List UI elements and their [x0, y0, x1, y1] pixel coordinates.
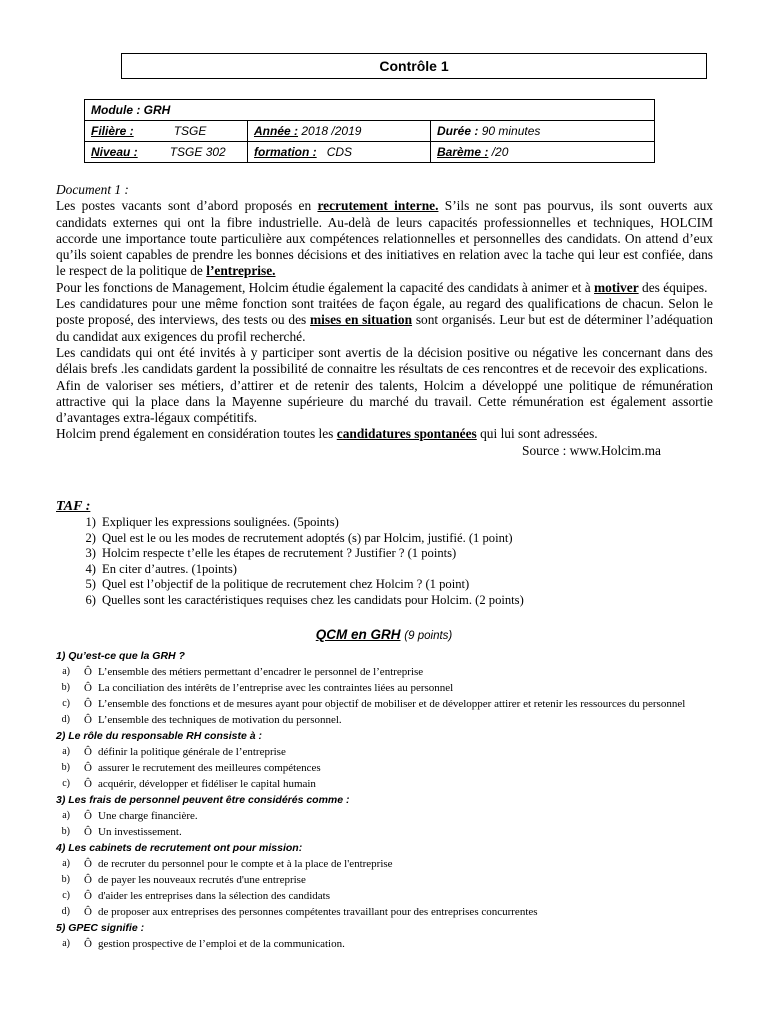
filiere-cell: Filière : TSGE [85, 121, 248, 142]
module-cell: Module : GRH [85, 100, 655, 121]
checkbox-icon[interactable]: Ô [84, 762, 92, 774]
list-item: 6) Quelles sont les caractéristiques requises chez les candidats pour Holcim. (2 points) [85, 592, 524, 607]
bareme-cell: Barème : /20 [431, 142, 655, 163]
checkbox-icon[interactable]: Ô [84, 746, 92, 758]
checkbox-icon[interactable]: Ô [84, 874, 92, 886]
keyword-mises-en-situation: mises en situation [310, 312, 413, 328]
option-row[interactable]: a) Ô définir la politique générale de l’entreprise [62, 746, 286, 758]
checkbox-icon[interactable]: Ô [84, 698, 92, 710]
option-row[interactable]: a) Ô gestion prospective de l’emploi et de la communication. [62, 938, 345, 950]
page-title: Contrôle 1 [121, 53, 707, 79]
annee-cell: Année : 2018 /2019 [248, 121, 431, 142]
paragraph-2: Pour les fonctions de Management, Holcim étudie également la capacité des candidats à animer et à motiver des équipes. [56, 279, 708, 295]
document-heading: Document 1 : [56, 182, 129, 197]
option-row[interactable]: a) Ô Une charge financière. [62, 810, 198, 822]
paragraph-6: Holcim prend également en considération toutes les candidatures spontanées qui lui sont adressées. [56, 426, 598, 442]
source-line: Source : www.Holcim.ma [522, 442, 661, 458]
option-row[interactable]: a) Ô L’ensemble des métiers permettant d’encadrer le personnel de l’entreprise [62, 666, 424, 678]
paragraph-5: Afin de valoriser ses métiers, d’attirer et de retenir des talents, Holcim a développé une politique de rémunération attractive qui la place dans la Mayenne supérieure du marché du travail. Cette rémunération est également assortie d’avantages extra-légaux compétitifs. [56, 377, 713, 426]
option-row[interactable]: c) Ô d'aider les entreprises dans la sélection des candidats [62, 890, 330, 902]
list-item: 1) Expliquer les expressions soulignées. (5points) [85, 515, 339, 529]
option-row[interactable]: b) Ô de payer les nouveaux recrutés d'une entreprise [61, 874, 306, 886]
list-item: 5) Quel est l’objectif de la politique de recrutement chez Holcim ? (1 point) [85, 577, 470, 592]
checkbox-icon[interactable]: Ô [84, 810, 92, 822]
checkbox-icon[interactable]: Ô [84, 714, 92, 726]
checkbox-icon[interactable]: Ô [84, 666, 92, 678]
qcm-section [56, 648, 716, 952]
niveau-cell: Niveau : TSGE 302 [85, 142, 248, 163]
paragraph-3: Les candidatures pour une même fonction sont traitées de façon égale, au regard des qualifications de chacun. Selon le poste proposé, des interviews, des tests ou des mises en situation sont organisés. Leur but est de déterminer l’adéquation du candidat aux exigences du profil recherché. [56, 296, 714, 344]
checkbox-icon[interactable]: Ô [84, 906, 92, 918]
paragraph-1: Les postes vacants sont d’abord proposés en recrutement interne. S’ils ne sont pas pourvus, ils sont ouverts aux candidats externes qui ont la fibre industrielle. Au-delà de leurs capacités professionnelles et techniques, HOLCIM accorde une importance toute particulière aux compétences relationnelles et personnelles des candidats. On attend d’eux qu’ils soient capables de prendre les bonnes décisions et des initiatives en relation avec la tache qui leur est confiée, dans le respect de la politique de l’entreprise. [56, 198, 713, 279]
option-row[interactable]: d) Ô L’ensemble des techniques de motivation du personnel. [61, 714, 342, 726]
option-row[interactable]: d) Ô de proposer aux entreprises des personnes compétentes travaillant pour des entreprises concurrentes [61, 906, 538, 918]
checkbox-icon[interactable]: Ô [84, 858, 92, 870]
formation-cell: formation : CDS [248, 142, 431, 163]
question-5: 5) GPEC signifie : [56, 922, 145, 934]
document-text [56, 182, 713, 459]
checkbox-icon[interactable]: Ô [84, 682, 92, 694]
checkbox-icon[interactable]: Ô [84, 826, 92, 838]
list-item: 3) Holcim respecte t’elle les étapes de recrutement ? Justifier ? (1 points) [85, 546, 457, 561]
checkbox-icon[interactable]: Ô [84, 778, 92, 790]
option-row[interactable]: b) Ô La conciliation des intérêts de l’entreprise avec les contraintes liées au personnel [61, 682, 454, 694]
checkbox-icon[interactable]: Ô [84, 890, 92, 902]
list-item: 2) Quel est le ou les modes de recrutement adoptés (s) par Holcim, justifié. (1 point) [85, 530, 513, 545]
checkbox-icon[interactable]: Ô [84, 938, 92, 950]
info-table [84, 99, 655, 163]
keyword-candidatures-spontanees: candidatures spontanées [336, 426, 477, 442]
question-2: 2) Le rôle du responsable RH consiste à : [56, 730, 262, 742]
option-row[interactable]: c) Ô L’ensemble des fonctions et de mesures ayant pour objectif de mobiliser et de développer attirer et retenir les ressources du personnel [62, 698, 686, 710]
paragraph-4: Les candidats qui ont été invités à y participer sont avertis de la décision positive ou négative les concernant dans des délais brefs .les candidats gardent la possibilité de connaitre les résultats de ces rencontres et de recevoir des explications. [56, 344, 713, 377]
list-item: 4) En citer d’autres. (1points) [85, 561, 237, 576]
question-3: 3) Les frais de personnel peuvent être considérés comme : [56, 794, 350, 806]
option-row[interactable]: b) Ô Un investissement. [61, 826, 182, 838]
option-row[interactable]: c) Ô acquérir, développer et fidéliser le capital humain [62, 778, 316, 790]
question-1: 1) Qu’est-ce que la GRH ? [56, 650, 185, 662]
keyword-entreprise: l’entreprise. [206, 263, 276, 279]
qcm-title: QCM en GRH (9 points) [315, 627, 453, 642]
duree-cell: Durée : 90 minutes [431, 121, 655, 142]
keyword-recrutement-interne: recrutement interne. [317, 198, 439, 214]
taf-list [56, 515, 524, 609]
question-4: 4) Les cabinets de recrutement ont pour mission: [56, 842, 303, 854]
taf-heading: TAF : [56, 499, 91, 514]
option-row[interactable]: a) Ô de recruter du personnel pour le compte et à la place de l'entreprise [62, 858, 393, 870]
option-row[interactable]: b) Ô assurer le recrutement des meilleures compétences [61, 762, 321, 774]
keyword-motiver: motiver [594, 279, 639, 295]
